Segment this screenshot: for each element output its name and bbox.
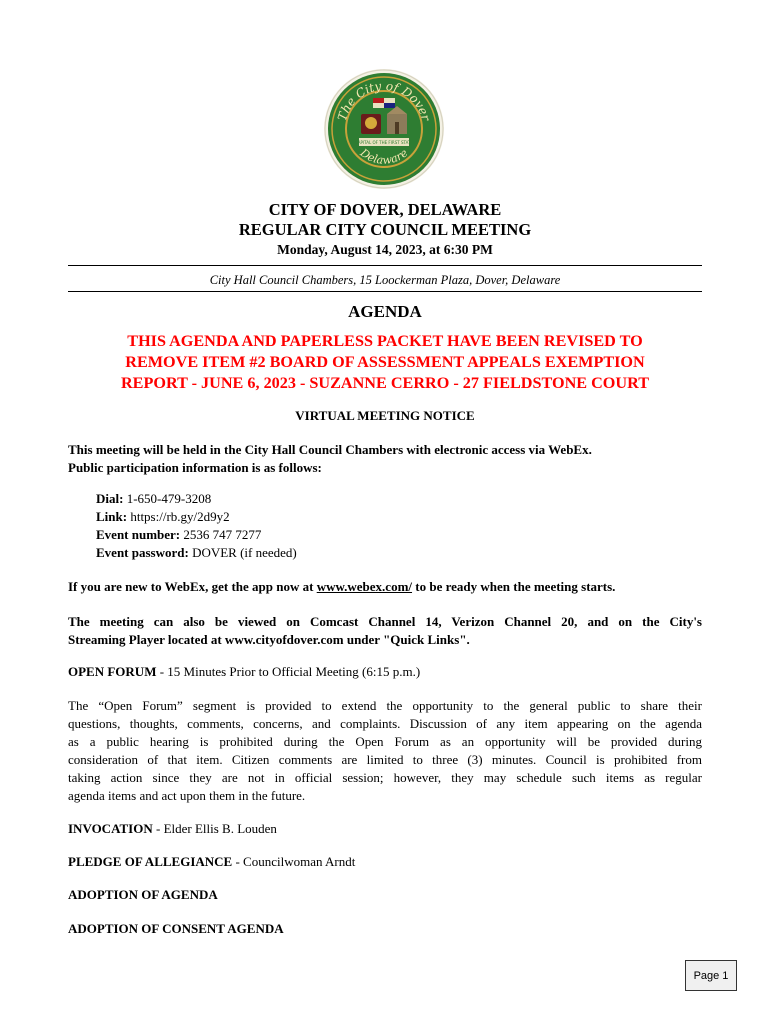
description-line: as a public hearing is prohibited during the Open Forum as an opportunity will be provided during (68, 734, 702, 749)
city-title: CITY OF DOVER, DELAWARE (268, 200, 502, 219)
event-number-row (96, 526, 496, 544)
webex-paragraph (68, 578, 702, 596)
webex-text: to be ready when the meeting starts. (412, 579, 616, 594)
description-line: agenda items and act upon them in the future. (68, 788, 306, 803)
revision-line: THIS AGENDA AND PAPERLESS PACKET HAVE BEEN REVISED TO (127, 332, 643, 350)
dial-in-info (96, 490, 496, 562)
event-password-label: Event password: (96, 545, 189, 560)
revision-line: REPORT - JUNE 6, 2023 - SUZANNE CERRO - 27 FIELDSTONE COURT (120, 374, 649, 392)
meeting-title: REGULAR CITY COUNCIL MEETING (238, 220, 532, 239)
access-line: Public participation information is as follows: (68, 459, 322, 475)
city-seal-logo (323, 68, 445, 190)
webex-link[interactable]: www.webex.com/ (316, 579, 413, 594)
event-number-label: Event number: (96, 527, 181, 542)
description-line: questions, thoughts, comments, concerns, and complaints. Discussion of any item appearing on the agenda (68, 716, 702, 731)
webex-text: If you are new to WebEx, get the app now at (68, 579, 317, 594)
event-password-value: DOVER (if needed) (192, 545, 297, 560)
description-line: The “Open Forum” segment is provided to extend the opportunity to the general public to share their (68, 698, 702, 713)
invocation-text: - Elder Ellis B. Louden (152, 821, 277, 836)
divider (68, 265, 702, 266)
event-password-row (96, 544, 496, 562)
event-number-value: 2536 747 7277 (183, 527, 262, 542)
svg-text:CAPITAL OF THE FIRST STATE: CAPITAL OF THE FIRST STATE (354, 140, 414, 145)
access-paragraph (68, 441, 702, 476)
revision-notice (68, 331, 702, 394)
meeting-link[interactable]: https://rb.gy/2d9y2 (130, 509, 230, 524)
meeting-location: City Hall Council Chambers, 15 Loockerman Plaza, Dover, Delaware (209, 273, 561, 287)
adoption-of-consent-agenda-item: ADOPTION OF CONSENT AGENDA (68, 921, 284, 936)
revision-line: REMOVE ITEM #2 BOARD OF ASSESSMENT APPEALS EXEMPTION (125, 353, 645, 371)
adoption-of-agenda-item: ADOPTION OF AGENDA (68, 887, 218, 902)
link-row (96, 508, 496, 526)
svg-text:The City of Dover: The City of Dover (335, 78, 433, 123)
dial-value: 1-650-479-3208 (126, 491, 212, 506)
open-forum-text: - 15 Minutes Prior to Official Meeting (6:15 p.m.) (156, 664, 421, 679)
broadcast-line: Streaming Player located at www.cityofdover.com under "Quick Links". (68, 631, 470, 647)
pledge-label: PLEDGE OF ALLEGIANCE (68, 854, 233, 869)
dial-label: Dial: (96, 491, 124, 506)
broadcast-line: The meeting can also be viewed on Comcast Channel 14, Verizon Channel 20, and on the City's (68, 614, 702, 629)
pledge-item (68, 853, 702, 871)
link-label: Link: (96, 509, 128, 524)
open-forum-item (68, 663, 702, 681)
invocation-item (68, 820, 702, 838)
virtual-meeting-heading: VIRTUAL MEETING NOTICE (295, 408, 475, 423)
meeting-date: Monday, August 14, 2023, at 6:30 PM (277, 242, 493, 257)
divider (68, 291, 702, 292)
broadcast-paragraph (68, 613, 702, 648)
open-forum-description (68, 697, 702, 805)
description-line: taking action since they are not in official session; however, they may schedule such items as regular (68, 770, 702, 785)
page-number-badge: Page 1 (685, 960, 737, 991)
open-forum-label: OPEN FORUM (68, 664, 157, 679)
agenda-heading: AGENDA (348, 302, 422, 321)
description-line: consideration of that item. Citizen comments are limited to three (3) minutes. Council is prohibited from (68, 752, 702, 767)
dial-row (96, 490, 496, 508)
invocation-label: INVOCATION (68, 821, 153, 836)
access-line: This meeting will be held in the City Hall Council Chambers with electronic access via WebEx. (68, 442, 592, 457)
svg-text:Delaware: Delaware (357, 146, 411, 167)
pledge-text: - Councilwoman Arndt (232, 854, 356, 869)
